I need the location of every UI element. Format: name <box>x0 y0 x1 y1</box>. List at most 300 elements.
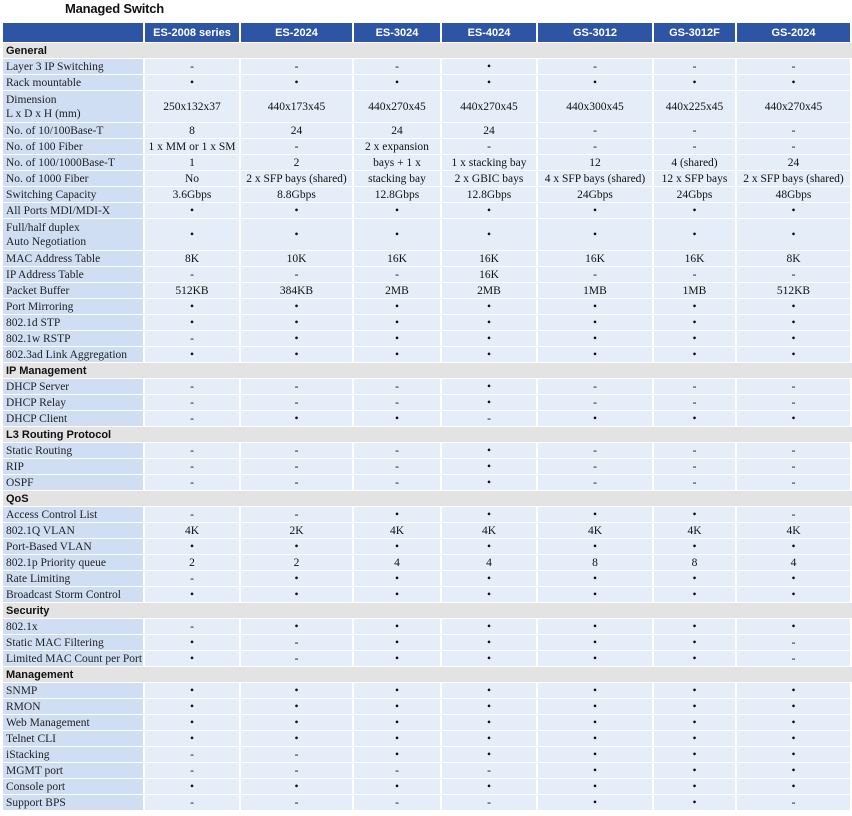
model-header: GS-3012 <box>538 23 654 42</box>
table-cell: - <box>241 138 354 154</box>
table-row <box>3 410 852 426</box>
table-cell: - <box>737 634 852 650</box>
table-row <box>3 650 852 666</box>
table-cell: 1 x MM or 1 x SM <box>145 138 241 154</box>
table-cell: - <box>145 442 241 458</box>
table-cell: • <box>241 618 354 634</box>
table-cell: - <box>737 506 852 522</box>
table-cell: • <box>654 298 737 314</box>
table-cell: • <box>442 698 538 714</box>
table-cell: • <box>538 762 654 778</box>
table-cell: • <box>654 538 737 554</box>
table-cell: - <box>354 266 442 282</box>
table-cell: • <box>241 298 354 314</box>
table-cell: - <box>737 394 852 410</box>
table-cell: - <box>241 762 354 778</box>
table-cell: - <box>538 474 654 490</box>
table-row <box>3 202 852 218</box>
table-cell: • <box>654 410 737 426</box>
table-cell: • <box>354 346 442 362</box>
table-row <box>3 474 852 490</box>
table-cell: • <box>241 538 354 554</box>
feature-label: Static MAC Filtering <box>3 634 145 650</box>
table-row <box>3 330 852 346</box>
table-cell: • <box>654 202 737 218</box>
feature-label: Dimension L x D x H (mm) <box>3 90 145 122</box>
feature-label: 802.1d STP <box>3 314 145 330</box>
table-row <box>3 250 852 266</box>
section-title: IP Management <box>3 362 852 378</box>
table-cell: • <box>442 330 538 346</box>
table-cell: - <box>737 458 852 474</box>
table-cell: 24 <box>241 122 354 138</box>
table-cell: 4 <box>354 554 442 570</box>
table-cell: 2 x SFP bays (shared) <box>241 170 354 186</box>
table-cell: 2 x expansion <box>354 138 442 154</box>
feature-label: No. of 100/1000Base-T <box>3 154 145 170</box>
section-title: Management <box>3 666 852 682</box>
table-cell: - <box>442 794 538 810</box>
feature-label: Rate Limiting <box>3 570 145 586</box>
model-header: ES-3024 <box>354 23 442 42</box>
table-cell: - <box>241 394 354 410</box>
section-header-row <box>3 362 852 378</box>
table-cell: • <box>737 618 852 634</box>
table-cell: • <box>538 650 654 666</box>
feature-label: Full/half duplex Auto Negotiation <box>3 218 145 250</box>
table-cell: - <box>737 266 852 282</box>
table-cell: 512KB <box>145 282 241 298</box>
table-row <box>3 170 852 186</box>
table-cell: • <box>145 298 241 314</box>
table-row <box>3 522 852 538</box>
table-cell: • <box>145 650 241 666</box>
table-cell: 3.6Gbps <box>145 186 241 202</box>
table-cell: - <box>241 378 354 394</box>
table-cell: • <box>538 74 654 90</box>
table-cell: 24Gbps <box>538 186 654 202</box>
feature-label: No. of 1000 Fiber <box>3 170 145 186</box>
table-cell: • <box>538 618 654 634</box>
table-cell: • <box>654 218 737 250</box>
table-row <box>3 794 852 810</box>
table-cell: 16K <box>654 250 737 266</box>
table-row <box>3 74 852 90</box>
table-cell: • <box>442 570 538 586</box>
table-row <box>3 682 852 698</box>
table-cell: • <box>241 698 354 714</box>
feature-label: 802.1Q VLAN <box>3 522 145 538</box>
table-cell: 2 <box>241 554 354 570</box>
table-cell: • <box>654 330 737 346</box>
table-cell: - <box>538 394 654 410</box>
section-title: General <box>3 42 852 58</box>
table-cell: - <box>145 746 241 762</box>
feature-label: No. of 10/100Base-T <box>3 122 145 138</box>
table-cell: - <box>354 58 442 74</box>
table-cell: • <box>442 394 538 410</box>
table-row <box>3 570 852 586</box>
feature-label: MAC Address Table <box>3 250 145 266</box>
table-cell: - <box>241 634 354 650</box>
table-row <box>3 346 852 362</box>
table-cell: • <box>654 746 737 762</box>
table-cell: • <box>241 330 354 346</box>
table-cell: • <box>442 202 538 218</box>
table-cell: - <box>145 474 241 490</box>
table-cell: • <box>538 538 654 554</box>
table-cell: 4K <box>145 522 241 538</box>
table-cell: - <box>654 394 737 410</box>
table-cell: 4 (shared) <box>654 154 737 170</box>
table-row <box>3 778 852 794</box>
table-cell: - <box>737 442 852 458</box>
model-header: ES-2008 series <box>145 23 241 42</box>
table-cell: - <box>654 138 737 154</box>
table-row <box>3 266 852 282</box>
table-cell: • <box>354 650 442 666</box>
table-cell: • <box>737 298 852 314</box>
table-cell: • <box>442 506 538 522</box>
table-cell: • <box>145 730 241 746</box>
feature-label: Web Management <box>3 714 145 730</box>
table-cell: - <box>538 138 654 154</box>
table-cell: • <box>538 218 654 250</box>
table-cell: stacking bay <box>354 170 442 186</box>
table-row <box>3 538 852 554</box>
table-cell: • <box>442 298 538 314</box>
table-cell: • <box>442 474 538 490</box>
table-cell: • <box>538 634 654 650</box>
table-cell: 1 x stacking bay <box>442 154 538 170</box>
table-cell: 10K <box>241 250 354 266</box>
table-cell: • <box>538 330 654 346</box>
table-cell: 4K <box>538 522 654 538</box>
table-cell: • <box>654 714 737 730</box>
table-cell: - <box>241 266 354 282</box>
table-cell: • <box>538 778 654 794</box>
table-cell: - <box>737 122 852 138</box>
table-cell: - <box>354 474 442 490</box>
table-cell: • <box>354 698 442 714</box>
table-row <box>3 218 852 250</box>
table-cell: • <box>737 778 852 794</box>
table-cell: • <box>442 650 538 666</box>
table-cell: 440x225x45 <box>654 90 737 122</box>
table-cell: - <box>145 378 241 394</box>
table-cell: - <box>354 762 442 778</box>
table-cell: 8K <box>145 250 241 266</box>
section-title: Security <box>3 602 852 618</box>
table-cell: • <box>737 682 852 698</box>
table-cell: - <box>145 762 241 778</box>
table-row <box>3 186 852 202</box>
table-cell: - <box>241 58 354 74</box>
table-cell: • <box>654 634 737 650</box>
table-cell: • <box>354 730 442 746</box>
section-header-row <box>3 490 852 506</box>
table-cell: - <box>145 394 241 410</box>
table-cell: • <box>654 650 737 666</box>
table-row <box>3 138 852 154</box>
feature-label: IP Address Table <box>3 266 145 282</box>
table-cell: 4K <box>442 522 538 538</box>
table-cell: • <box>354 410 442 426</box>
section-header-row <box>3 42 852 58</box>
table-row <box>3 154 852 170</box>
table-cell: • <box>737 570 852 586</box>
table-row <box>3 746 852 762</box>
table-cell: 384KB <box>241 282 354 298</box>
section-header-row <box>3 426 852 442</box>
table-cell: - <box>442 762 538 778</box>
table-cell: 24 <box>354 122 442 138</box>
table-row <box>3 618 852 634</box>
feature-label: No. of 100 Fiber <box>3 138 145 154</box>
table-row <box>3 714 852 730</box>
table-cell: • <box>241 570 354 586</box>
table-cell: • <box>354 634 442 650</box>
table-cell: • <box>354 714 442 730</box>
table-row <box>3 394 852 410</box>
table-cell: • <box>737 410 852 426</box>
table-cell: - <box>538 378 654 394</box>
table-cell: - <box>241 506 354 522</box>
table-cell: • <box>737 586 852 602</box>
table-cell: 440x300x45 <box>538 90 654 122</box>
table-cell: - <box>145 458 241 474</box>
feature-label: Port Mirroring <box>3 298 145 314</box>
feature-label: DHCP Server <box>3 378 145 394</box>
table-row <box>3 298 852 314</box>
header-row <box>3 23 852 42</box>
table-cell: - <box>241 650 354 666</box>
feature-label: iStacking <box>3 746 145 762</box>
table-cell: - <box>354 394 442 410</box>
table-cell: • <box>442 586 538 602</box>
table-cell: • <box>145 714 241 730</box>
table-cell: • <box>737 330 852 346</box>
feature-label: Port-Based VLAN <box>3 538 145 554</box>
table-body <box>3 42 852 810</box>
table-cell: 512KB <box>737 282 852 298</box>
table-cell: 2 x GBIC bays <box>442 170 538 186</box>
table-cell: • <box>538 506 654 522</box>
table-cell: 8 <box>654 554 737 570</box>
table-cell: • <box>442 218 538 250</box>
table-cell: - <box>241 746 354 762</box>
table-cell: • <box>538 730 654 746</box>
table-cell: • <box>442 74 538 90</box>
table-cell: 440x270x45 <box>354 90 442 122</box>
table-cell: - <box>654 266 737 282</box>
table-row <box>3 730 852 746</box>
table-cell: 2K <box>241 522 354 538</box>
table-row <box>3 634 852 650</box>
feature-label: Limited MAC Count per Port <box>3 650 145 666</box>
table-cell: • <box>538 570 654 586</box>
table-cell: 250x132x37 <box>145 90 241 122</box>
table-cell: • <box>145 586 241 602</box>
table-cell: - <box>538 458 654 474</box>
table-cell: 48Gbps <box>737 186 852 202</box>
table-cell: • <box>538 794 654 810</box>
table-cell: - <box>737 794 852 810</box>
table-cell: 12.8Gbps <box>354 186 442 202</box>
table-cell: - <box>145 570 241 586</box>
table-cell: • <box>354 298 442 314</box>
table-cell: - <box>654 58 737 74</box>
table-cell: 1MB <box>538 282 654 298</box>
table-cell: • <box>538 698 654 714</box>
table-row <box>3 554 852 570</box>
table-cell: - <box>145 506 241 522</box>
table-cell: • <box>538 714 654 730</box>
table-cell: • <box>654 682 737 698</box>
table-cell: • <box>737 730 852 746</box>
table-cell: • <box>442 442 538 458</box>
table-cell: • <box>654 794 737 810</box>
table-cell: • <box>354 314 442 330</box>
table-cell: • <box>538 410 654 426</box>
table-row <box>3 282 852 298</box>
table-cell: - <box>241 458 354 474</box>
table-cell: - <box>654 458 737 474</box>
table-cell: No <box>145 170 241 186</box>
table-cell: 8 <box>538 554 654 570</box>
table-cell: • <box>145 202 241 218</box>
table-cell: • <box>241 74 354 90</box>
table-cell: • <box>354 618 442 634</box>
model-header: ES-2024 <box>241 23 354 42</box>
table-cell: • <box>737 346 852 362</box>
table-cell: • <box>241 202 354 218</box>
table-cell: 8K <box>737 250 852 266</box>
table-cell: • <box>442 378 538 394</box>
table-cell: • <box>654 314 737 330</box>
table-cell: • <box>737 202 852 218</box>
table-cell: • <box>737 314 852 330</box>
table-cell: - <box>145 266 241 282</box>
table-cell: • <box>241 314 354 330</box>
feature-label: Packet Buffer <box>3 282 145 298</box>
table-cell: 4 <box>737 554 852 570</box>
table-cell: • <box>654 778 737 794</box>
table-cell: • <box>145 778 241 794</box>
table-cell: • <box>654 586 737 602</box>
table-cell: 24 <box>737 154 852 170</box>
table-cell: • <box>145 698 241 714</box>
table-cell: - <box>737 58 852 74</box>
feature-label: Static Routing <box>3 442 145 458</box>
table-cell: • <box>654 762 737 778</box>
feature-label: Rack mountable <box>3 74 145 90</box>
table-cell: • <box>354 218 442 250</box>
table-cell: • <box>654 346 737 362</box>
table-cell: • <box>737 762 852 778</box>
table-cell: 2 <box>241 154 354 170</box>
feature-label: 802.1x <box>3 618 145 634</box>
table-cell: - <box>354 458 442 474</box>
section-header-row <box>3 602 852 618</box>
table-cell: - <box>737 138 852 154</box>
table-cell: • <box>354 202 442 218</box>
table-cell: • <box>654 570 737 586</box>
feature-label: RIP <box>3 458 145 474</box>
table-cell: 24Gbps <box>654 186 737 202</box>
table-cell: 16K <box>442 266 538 282</box>
table-cell: • <box>354 330 442 346</box>
table-cell: • <box>737 538 852 554</box>
table-cell: - <box>538 266 654 282</box>
feature-label: Console port <box>3 778 145 794</box>
table-cell: • <box>241 682 354 698</box>
table-cell: - <box>145 58 241 74</box>
table-cell: - <box>654 442 737 458</box>
table-cell: 16K <box>354 250 442 266</box>
table-cell: • <box>241 346 354 362</box>
feature-label: Layer 3 IP Switching <box>3 58 145 74</box>
section-title: QoS <box>3 490 852 506</box>
table-row <box>3 378 852 394</box>
table-cell: bays + 1 x <box>354 154 442 170</box>
table-cell: 2 x SFP bays (shared) <box>737 170 852 186</box>
table-cell: • <box>538 586 654 602</box>
table-cell: - <box>145 410 241 426</box>
table-cell: • <box>654 506 737 522</box>
model-header: ES-4024 <box>442 23 538 42</box>
table-cell: • <box>442 538 538 554</box>
table-row <box>3 506 852 522</box>
table-row <box>3 698 852 714</box>
table-cell: • <box>442 314 538 330</box>
feature-label: RMON <box>3 698 145 714</box>
table-cell: 8.8Gbps <box>241 186 354 202</box>
feature-label: MGMT port <box>3 762 145 778</box>
table-cell: • <box>145 634 241 650</box>
table-cell: • <box>654 730 737 746</box>
table-row <box>3 58 852 74</box>
table-cell: • <box>354 586 442 602</box>
table-cell: 12 <box>538 154 654 170</box>
table-cell: • <box>145 538 241 554</box>
table-cell: - <box>442 138 538 154</box>
table-cell: • <box>354 538 442 554</box>
table-cell: 2MB <box>442 282 538 298</box>
table-cell: - <box>241 474 354 490</box>
table-cell: 8 <box>145 122 241 138</box>
feature-label: All Ports MDI/MDI-X <box>3 202 145 218</box>
table-row <box>3 762 852 778</box>
table-cell: • <box>442 682 538 698</box>
table-cell: • <box>354 506 442 522</box>
table-cell: - <box>654 122 737 138</box>
comparison-table <box>3 23 852 810</box>
table-cell: • <box>354 570 442 586</box>
table-cell: • <box>442 730 538 746</box>
table-cell: • <box>737 746 852 762</box>
table-cell: 1MB <box>654 282 737 298</box>
table-cell: - <box>737 650 852 666</box>
feature-label: 802.3ad Link Aggregation <box>3 346 145 362</box>
table-cell: • <box>241 714 354 730</box>
table-cell: • <box>442 714 538 730</box>
table-cell: - <box>145 330 241 346</box>
table-cell: - <box>737 378 852 394</box>
feature-label: Broadcast Storm Control <box>3 586 145 602</box>
table-cell: • <box>442 634 538 650</box>
table-row <box>3 458 852 474</box>
